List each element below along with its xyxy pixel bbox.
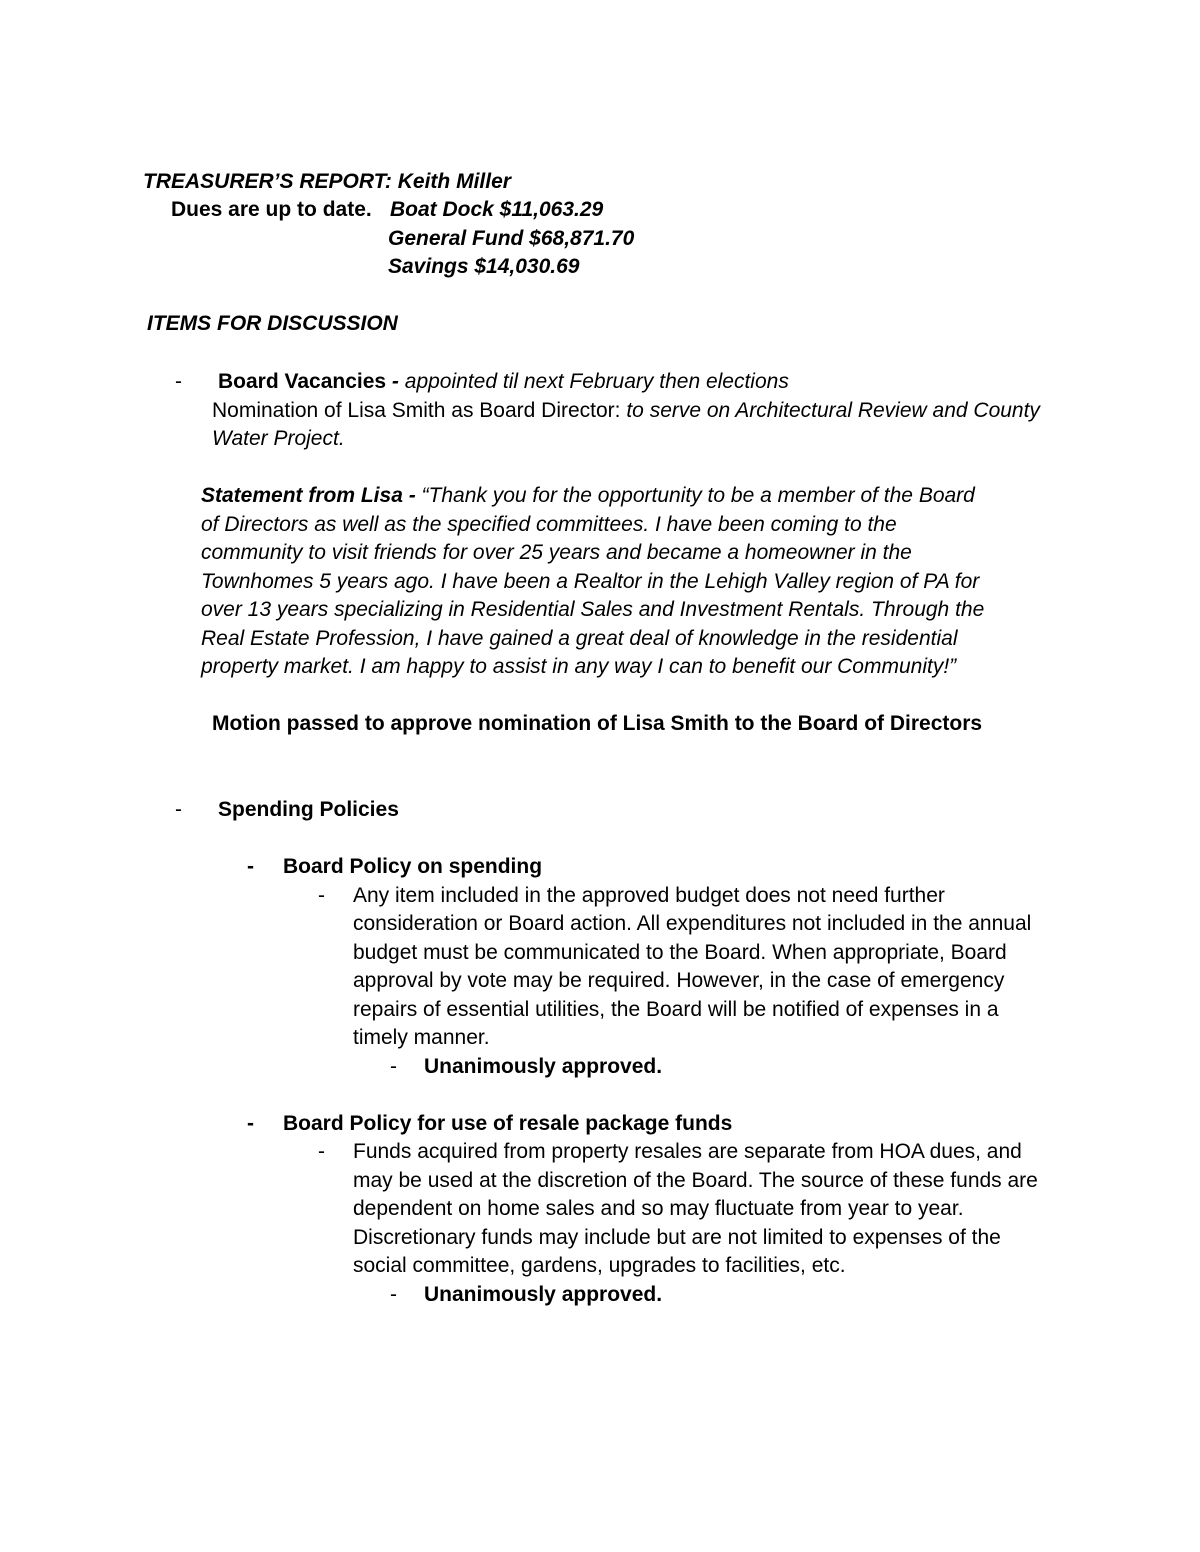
policy-spending-result: Unanimously approved.	[424, 1055, 663, 1078]
policy-spending-text: timely manner.	[353, 1026, 490, 1049]
bullet-dash: -	[318, 884, 325, 907]
nomination-role-cont: Water Project.	[212, 427, 345, 450]
bullet-dash: -	[390, 1055, 397, 1078]
bullet-dash: -	[247, 855, 254, 878]
policy-resale-result: Unanimously approved.	[424, 1283, 663, 1306]
bullet-dash: -	[175, 798, 182, 821]
policy-resale-text: may be used at the discretion of the Board. The source of these funds are	[353, 1169, 1038, 1192]
statement-text: over 13 years specializing in Residential Sales and Investment Rentals. Through the	[201, 598, 985, 621]
policy-spending-text: budget must be communicated to the Board. When appropriate, Board	[353, 941, 1007, 964]
board-vacancies-sep: -	[386, 370, 405, 393]
statement-text: Townhomes 5 years ago. I have been a Realtor in the Lehigh Valley region of PA for	[201, 570, 980, 593]
policy-spending-text: Any item included in the approved budget does not need further	[353, 884, 945, 907]
policy-resale-text: dependent on home sales and so may fluctuate from year to year.	[353, 1197, 964, 1220]
policy-spending-text: approval by vote may be required. However, in the case of emergency	[353, 969, 1005, 992]
nomination-text: Nomination of Lisa Smith as Board Director:	[212, 399, 627, 422]
statement-text: Real Estate Profession, I have gained a great deal of knowledge in the residential	[201, 627, 958, 650]
statement-text: property market. I am happy to assist in any way I can to benefit our Community!”	[201, 655, 957, 678]
bullet-dash: -	[390, 1283, 397, 1306]
nomination-line	[212, 397, 1040, 426]
policy-spending-text: repairs of essential utilities, the Board will be notified of expenses in a	[353, 998, 999, 1021]
policy-resale-text: Discretionary funds may include but are not limited to expenses of the	[353, 1226, 1001, 1249]
policy-spending-title: Board Policy on spending	[283, 855, 543, 878]
statement-text: “Thank you for the opportunity to be a member of the Board	[421, 484, 975, 507]
statement-line-1	[201, 482, 975, 511]
general-fund-balance: General Fund $68,871.70	[388, 227, 635, 250]
statement-text: community to visit friends for over 25 years and became a homeowner in the	[201, 541, 912, 564]
policy-spending-text: consideration or Board action. All expenditures not included in the annual	[353, 912, 1032, 935]
dues-status: Dues are up to date.	[171, 198, 372, 221]
policy-resale-title: Board Policy for use of resale package funds	[283, 1112, 733, 1135]
board-vacancies-line	[218, 368, 789, 397]
spending-policies-title: Spending Policies	[218, 798, 399, 821]
policy-resale-text: social committee, gardens, upgrades to facilities, etc.	[353, 1254, 846, 1277]
board-vacancies-note: appointed til next February then elections	[404, 370, 789, 393]
boat-dock-balance: Boat Dock $11,063.29	[390, 198, 604, 221]
statement-label: Statement from Lisa -	[201, 484, 422, 507]
bullet-dash: -	[318, 1140, 325, 1163]
discussion-heading: ITEMS FOR DISCUSSION	[147, 312, 398, 335]
nomination-role: to serve on Architectural Review and County	[626, 399, 1040, 422]
treasurer-heading: TREASURER’S REPORT: Keith Miller	[143, 170, 511, 193]
policy-resale-text: Funds acquired from property resales are separate from HOA dues, and	[353, 1140, 1022, 1163]
motion-result: Motion passed to approve nomination of Lisa Smith to the Board of Directors	[212, 712, 983, 735]
bullet-dash: -	[247, 1112, 254, 1135]
bullet-dash: -	[175, 370, 182, 393]
savings-balance: Savings $14,030.69	[388, 255, 580, 278]
statement-text: of Directors as well as the specified committees. I have been coming to the	[201, 513, 897, 536]
board-vacancies-title: Board Vacancies	[218, 370, 387, 393]
